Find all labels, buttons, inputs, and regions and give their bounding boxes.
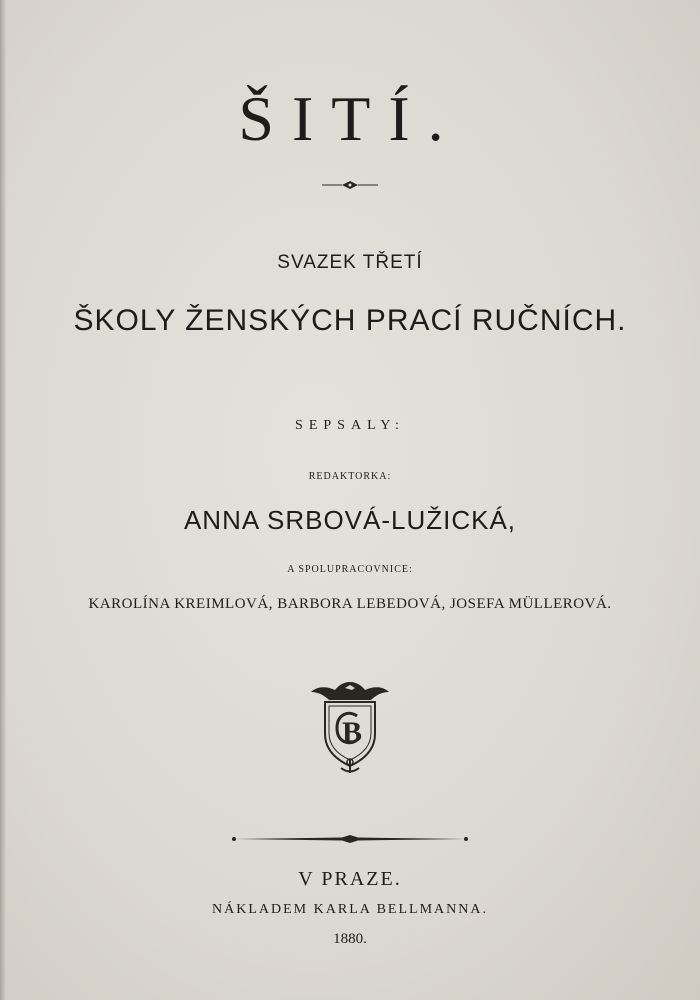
emblem-monogram: B (341, 716, 363, 749)
collaborators-label: A SPOLUPRACOVNICE: (287, 564, 413, 575)
publisher-emblem (0, 676, 700, 781)
publication-year: 1880. (333, 931, 367, 947)
collaborators-names: KAROLÍNA KREIMLOVÁ, BARBORA LEBEDOVÁ, JOSEFA MÜLLEROVÁ. (88, 596, 612, 612)
volume-line: SVAZEK TŘETÍ (277, 252, 423, 273)
book-title: ŠITÍ. (238, 83, 462, 154)
publication-city: V PRAZE. (298, 868, 402, 890)
ornament-divider (0, 178, 700, 197)
series-title: ŠKOLY ŽENSKÝCH PRACÍ RUČNÍCH. (73, 304, 627, 337)
editor-label: REDAKTORKA: (308, 471, 392, 482)
publisher-line: NÁKLADEM KARLA BELLMANNA. (212, 902, 488, 917)
compiled-by-label: SEPSALY: (295, 418, 405, 433)
ornamental-rule (0, 832, 700, 850)
editor-name: ANNA SRBOVÁ-LUŽICKÁ, (183, 505, 517, 535)
